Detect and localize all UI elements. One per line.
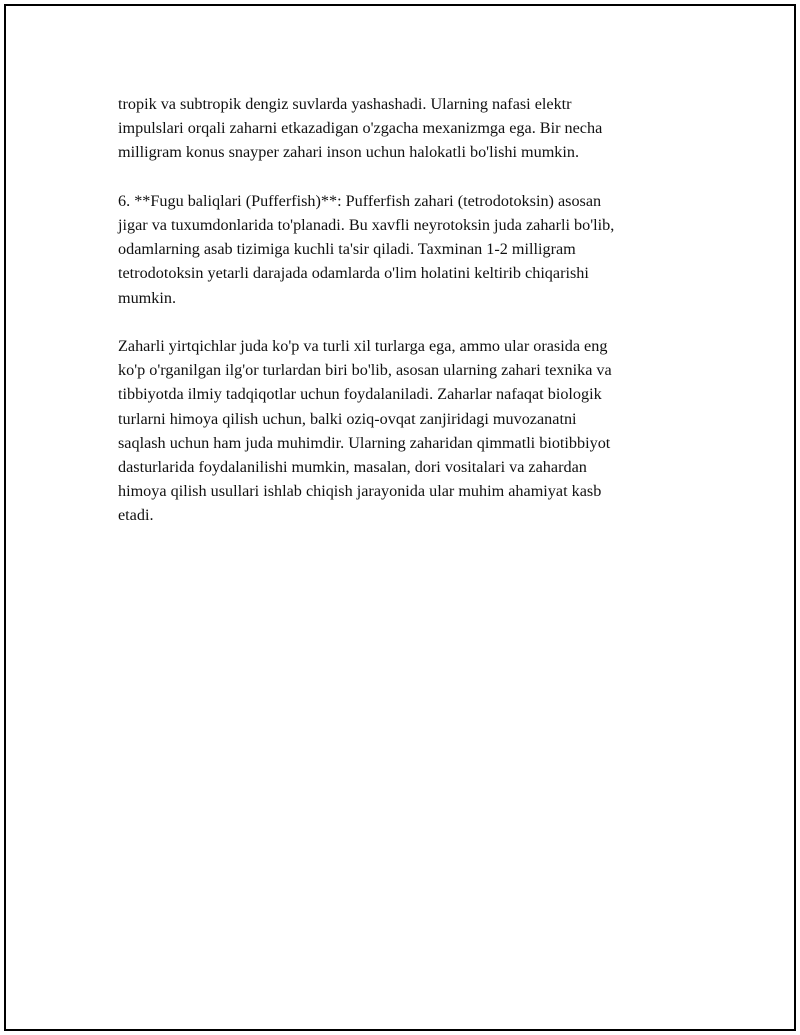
paragraph-cone-snail-continuation: tropik va subtropik dengiz suvlarda yashashadi. Ularning nafasi elektr impulslari orqali zaharni etkazadigan o'zgacha mexanizmga ega. Bir necha milligram konus snayper zahari inson uchun halokatli bo'lishi mumkin. <box>118 95 603 162</box>
document-body <box>118 92 708 552</box>
paragraph-fugu-pufferfish: 6. **Fugu baliqlari (Pufferfish)**: Pufferfish zahari (tetrodotoksin) asosan jigar va tuxumdonlarida to'planadi. Bu xavfli neyrotoksin juda zaharli bo'lib, odamlarning asab tizimiga kuchli ta'sir qiladi. Taxminan 1-2 milligram tetrodotoksin yetarli darajada odamlarda o'lim holatini keltirib chiqarishi mumkin. <box>118 191 615 307</box>
paragraph-conclusion: Zaharli yirtqichlar juda ko'p va turli xil turlarga ega, ammo ular orasida eng ko'p o'rganilgan ilg'or turlardan biri bo'lib, asosan ularning zahari texnika va tibbiyotda ilmiy tadqiqotlar uchun foydalaniladi. Zaharlar nafaqat biologik turlarni himoya qilish uchun, balki oziq-ovqat zanjiridagi muvozanatni saqlash uchun ham juda muhimdir. Ularning zaharidan qimmatli biotibbiyot dasturlarida foydalanilishi mumkin, masalan, dori vositalari va zahardan himoya qilish usullari ishlab chiqish jarayonida ular muhim ahamiyat kasb etadi. <box>118 337 612 525</box>
